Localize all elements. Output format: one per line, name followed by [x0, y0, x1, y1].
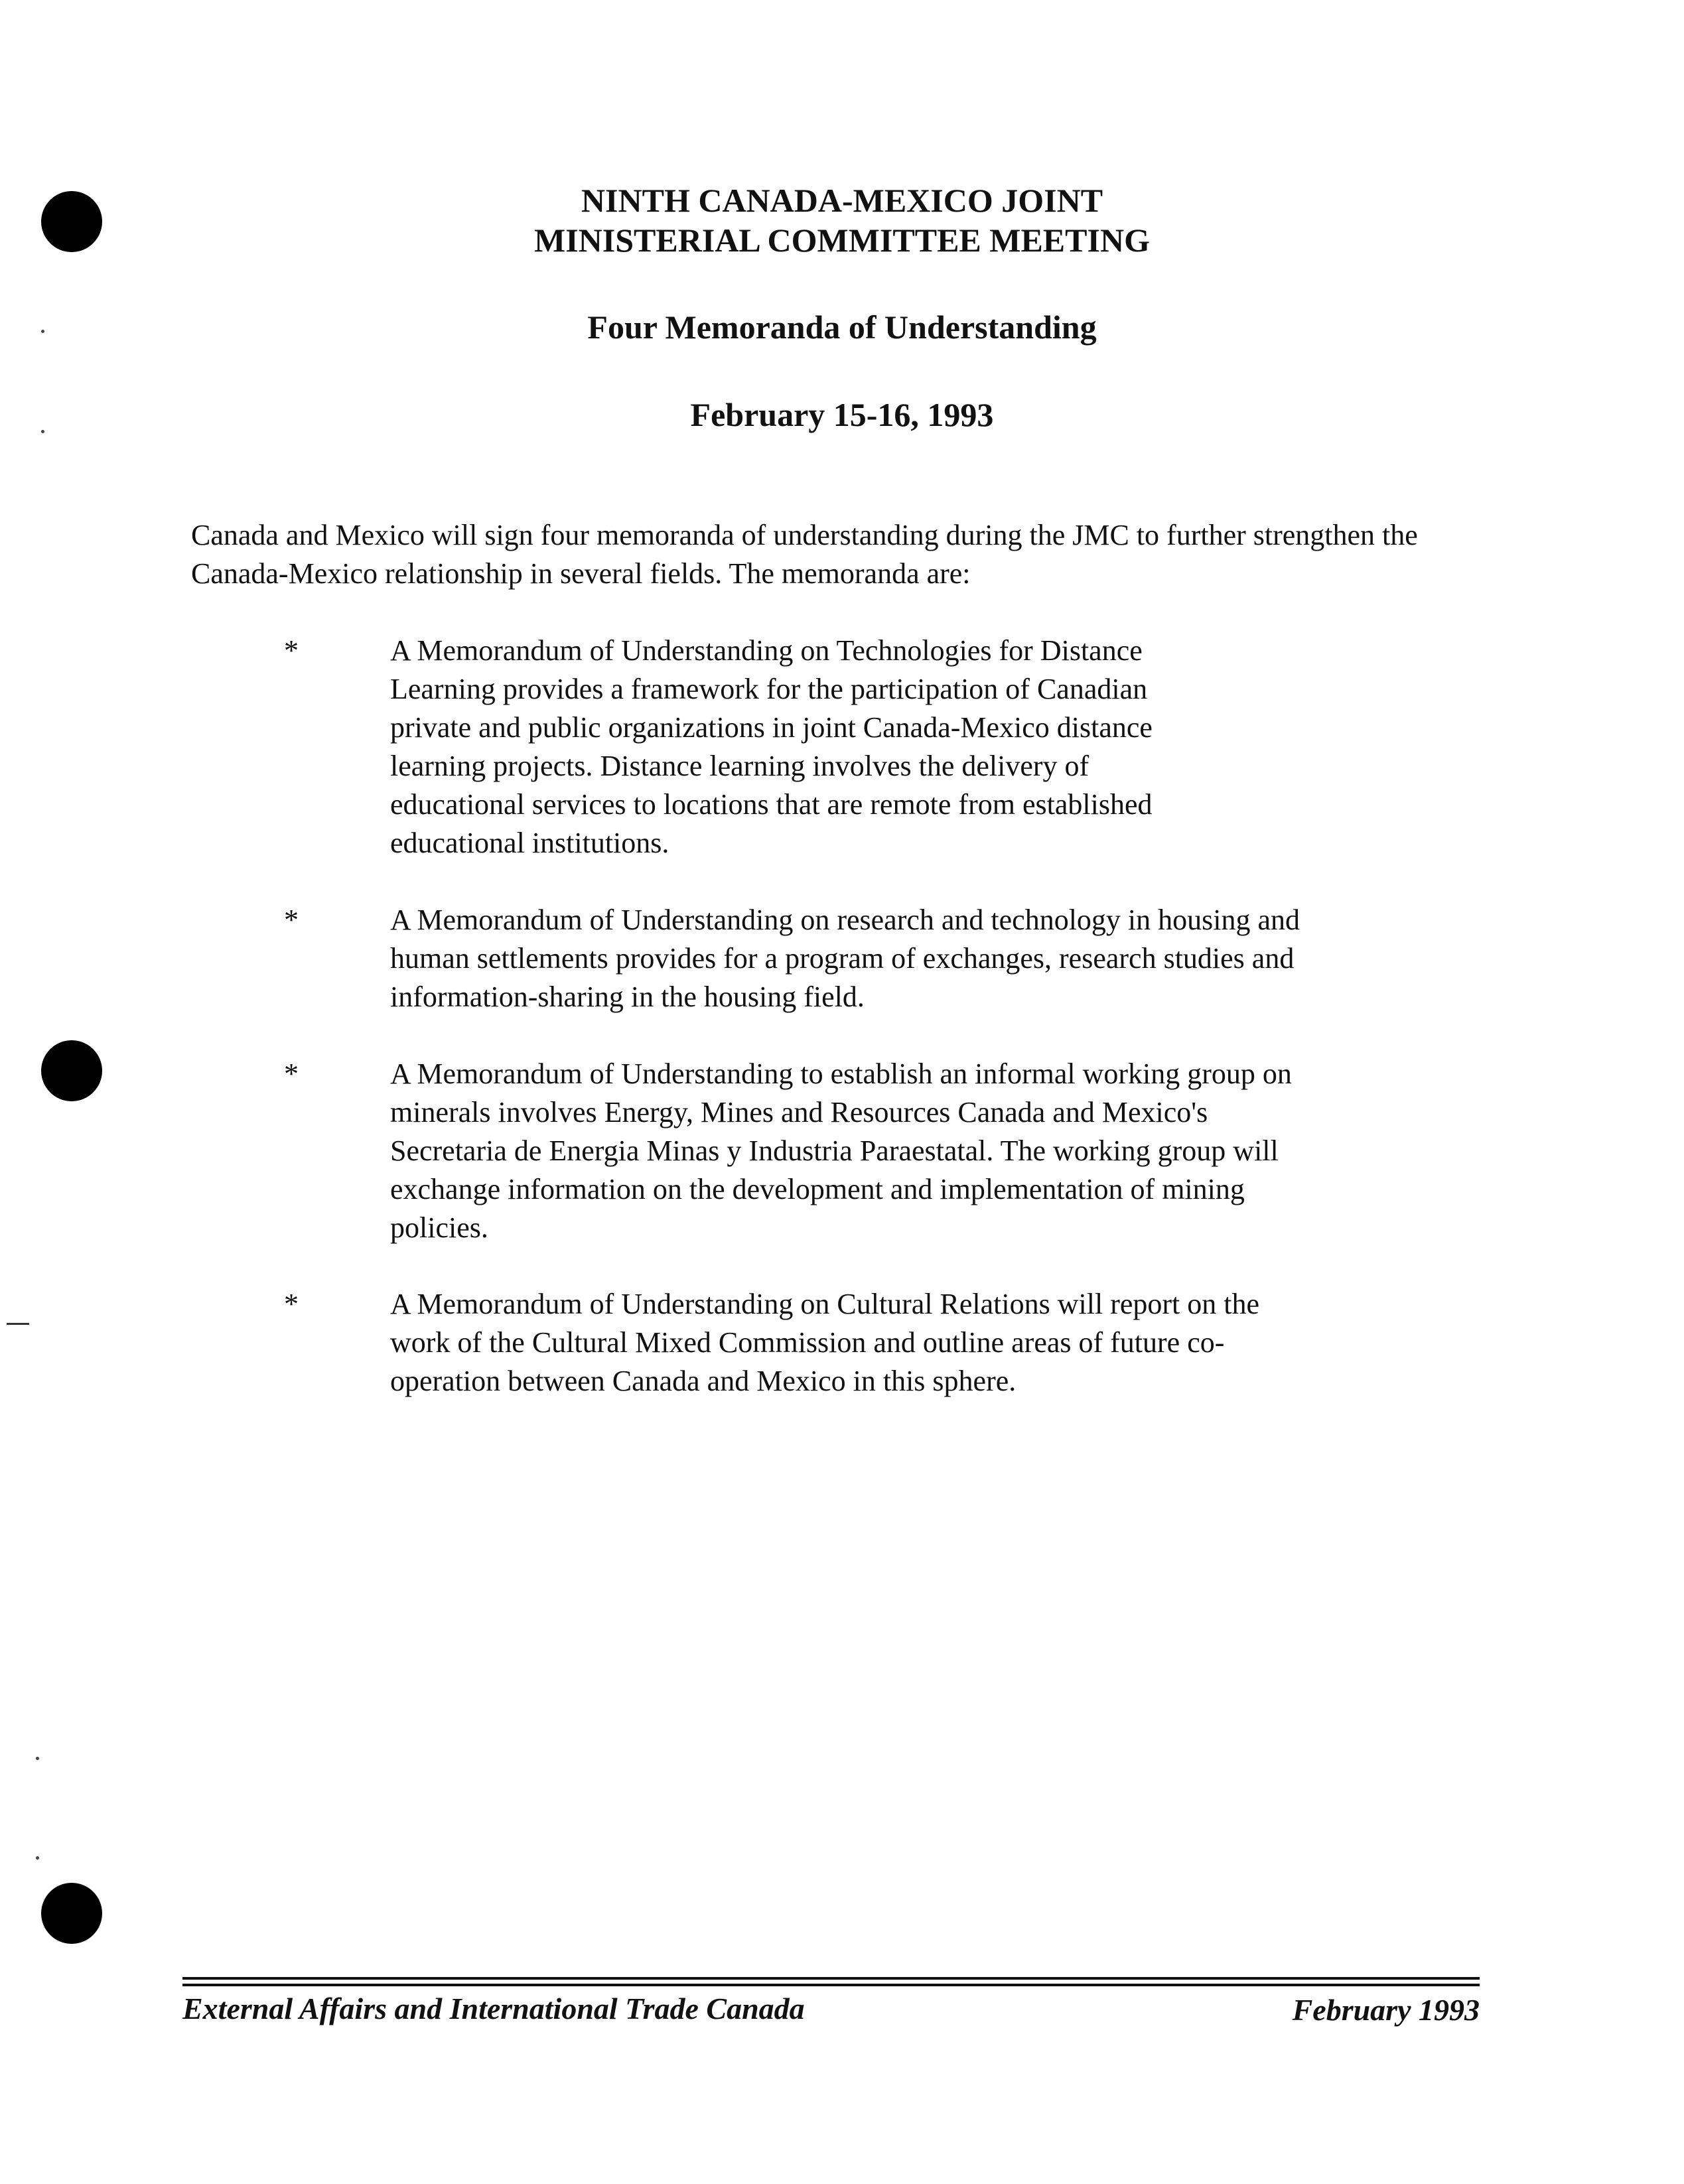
memorandum-text — [390, 901, 1478, 1016]
scan-mark — [7, 1323, 29, 1325]
text-line: A Memorandum of Understanding on Technologies for Distance — [390, 634, 1143, 667]
heading-line-1: NINTH CANADA-MEXICO JOINT — [581, 182, 1103, 219]
memorandum-text — [390, 1285, 1478, 1400]
text-line: Secretaria de Energia Minas y Industria Paraestatal. The working group will — [390, 1134, 1279, 1167]
punch-hole-bottom — [41, 1883, 102, 1944]
text-line: human settlements provides for a program of exchanges, research studies and — [390, 942, 1295, 975]
document-subtitle: Four Memoranda of Understanding — [587, 308, 1097, 346]
text-line: minerals involves Energy, Mines and Resources Canada and Mexico's — [390, 1096, 1208, 1128]
text-line: exchange information on the development and implementation of mining — [390, 1173, 1245, 1205]
intro-paragraph: Canada and Mexico will sign four memoranda of understanding during the JMC to further strengthen the Canada-Mexico relationship in several fields. The memoranda are: — [191, 519, 1418, 590]
text-line: policies. — [390, 1211, 488, 1244]
text-line: information-sharing in the housing field. — [390, 981, 865, 1013]
scan-speck — [36, 1757, 39, 1760]
text-line: A Memorandum of Understanding to establish an informal working group on — [390, 1058, 1292, 1090]
bullet-marker: * — [284, 1288, 299, 1320]
footer-rule-bottom — [182, 1984, 1480, 1986]
heading-line-2: MINISTERIAL COMMITTEE MEETING — [534, 222, 1150, 259]
text-line: A Memorandum of Understanding on research and technology in housing and — [390, 904, 1300, 936]
text-line: educational institutions. — [390, 827, 669, 859]
footer-rule-top — [182, 1977, 1480, 1980]
memorandum-text — [390, 1055, 1478, 1247]
punch-hole-middle — [41, 1040, 102, 1101]
scan-speck — [36, 1856, 39, 1860]
text-line: learning projects. Distance learning involves the delivery of — [390, 750, 1089, 782]
bullet-marker: * — [284, 634, 299, 667]
text-line: A Memorandum of Understanding on Cultural Relations will report on the — [390, 1288, 1260, 1320]
text-line: Learning provides a framework for the participation of Canadian — [390, 673, 1148, 705]
text-line: educational services to locations that are remote from established — [390, 788, 1153, 821]
footer-organization: External Affairs and International Trade Canada — [182, 1992, 805, 2025]
text-line: work of the Cultural Mixed Commission and outline areas of future co- — [390, 1326, 1225, 1359]
document-heading — [0, 180, 1684, 260]
memorandum-text — [390, 632, 1478, 862]
meeting-date: February 15-16, 1993 — [690, 396, 994, 433]
bullet-marker: * — [284, 904, 299, 936]
text-line: operation between Canada and Mexico in this sphere. — [390, 1365, 1017, 1397]
text-line: private and public organizations in joint Canada-Mexico distance — [390, 711, 1153, 744]
footer-date: February 1993 — [1292, 1993, 1480, 2027]
bullet-marker: * — [284, 1058, 299, 1090]
